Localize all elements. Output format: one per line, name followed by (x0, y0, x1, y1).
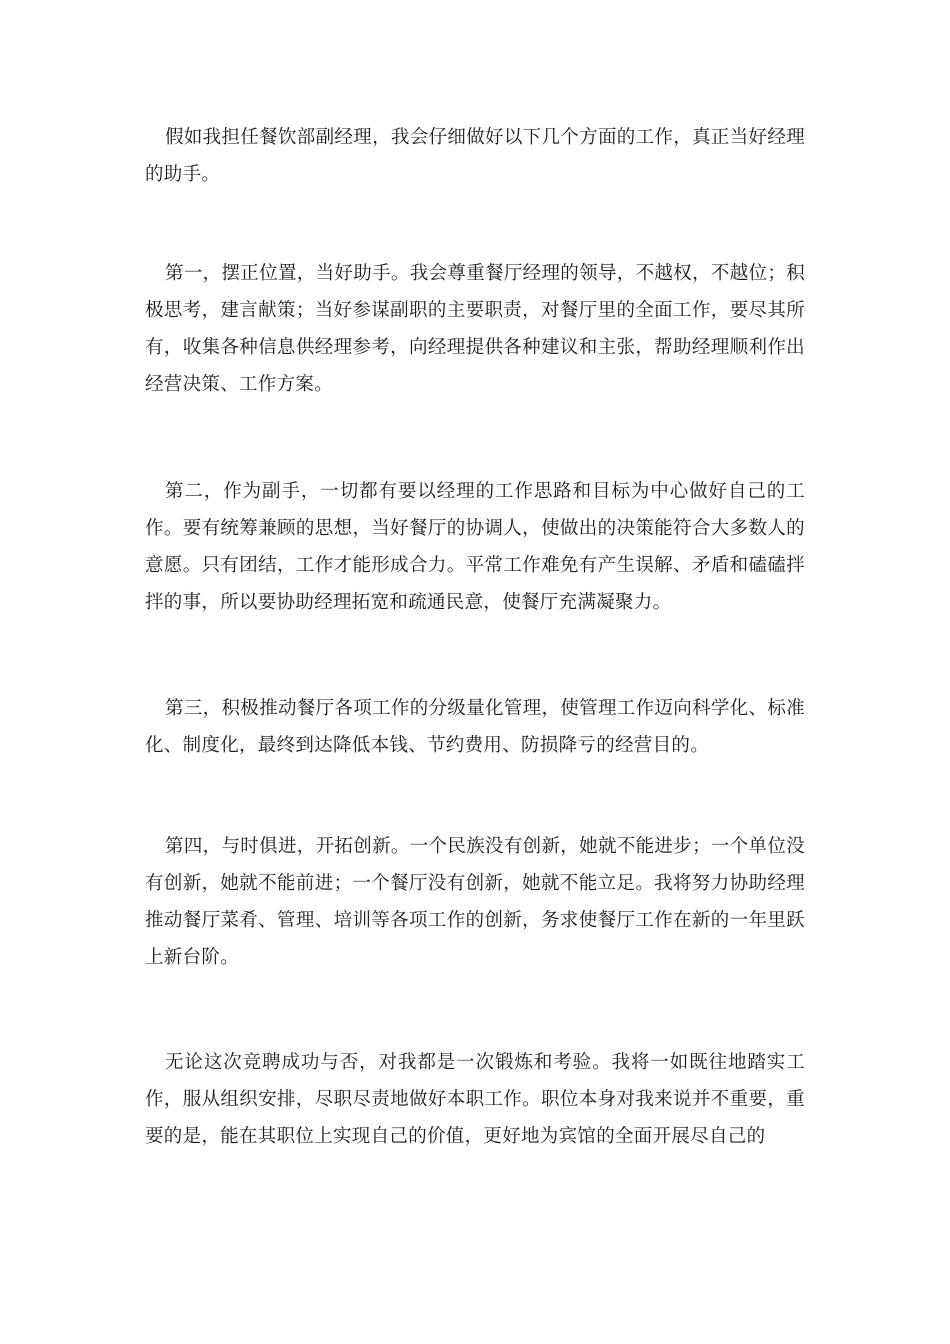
paragraph-intro: 假如我担任餐饮部副经理，我会仔细做好以下几个方面的工作，真正当好经理的助手。 (145, 127, 805, 185)
paragraph-first-point: 第一，摆正位置，当好助手。我会尊重餐厅经理的领导，不越权，不越位；积极思考，建言献策；当好参谋副职的主要职责，对餐厅里的全面工作，要尽其所有，收集各种信息供经理参考，向经理提供各种建议和主张，帮助经理顺利作出经营决策、工作方案。 (145, 263, 805, 395)
paragraph-third-point: 第三，积极推动餐厅各项工作的分级量化管理，使管理工作迈向科学化、标准化、制度化，最终到达降低本钱、节约费用、防损降亏的经营目的。 (145, 698, 805, 756)
paragraph-conclusion: 无论这次竞聘成功与否，对我都是一次锻炼和考验。我将一如既往地踏实工作，服从组织安排，尽职尽责地做好本职工作。职位本身对我来说并不重要，重要的是，能在其职位上实现自己的价值，更好地为宾馆的全面开展尽自己的 (145, 1052, 805, 1147)
paragraph-fourth-point: 第四，与时俱进，开拓创新。一个民族没有创新，她就不能进步；一个单位没有创新，她就不能前进；一个餐厅没有创新，她就不能立足。我将努力协助经理推动餐厅菜肴、管理、培训等各项工作的创新，务求使餐厅工作在新的一年里跃上新台阶。 (145, 836, 805, 968)
paragraph-second-point: 第二，作为副手，一切都有要以经理的工作思路和目标为中心做好自己的工作。要有统筹兼顾的思想，当好餐厅的协调人，使做出的决策能符合大多数人的意愿。只有团结，工作才能形成合力。平常工作难免有产生误解、矛盾和磕磕拌拌的事，所以要协助经理拓宽和疏通民意，使餐厅充满凝聚力。 (145, 481, 805, 613)
